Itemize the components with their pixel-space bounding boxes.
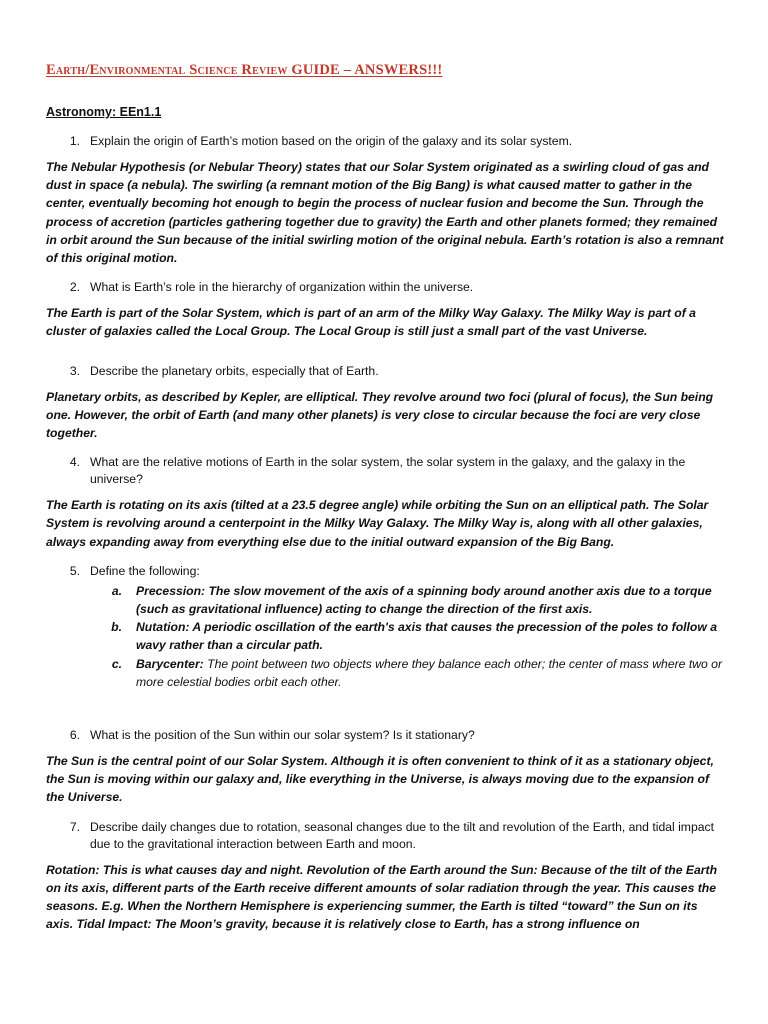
question-number: 1. bbox=[69, 134, 80, 148]
definition-text: Precession: The slow movement of the axis of a spinning body around another axis due to a torque (such as gravitational influence) acting to change the direction of the first axis. bbox=[136, 583, 712, 617]
definition-body: The point between two objects where they balance each other; the center of mass where two or more celestial bodies orbit each other. bbox=[136, 656, 723, 689]
question-number: 6. bbox=[69, 728, 80, 743]
answer-7: Rotation: This is what causes day and night. Revolution of the Earth around the Sun: Because of the tilt of the Earth on its axis, different parts of the Earth receive different amounts of solar radiation through the year. This causes the seasons. E.g. When the Northern Hemisphere is experiencing summer, the Earth is tilted “toward” the Sun on its axis. Tidal Impact: The Moon’s gravity, because it is relatively close to Earth, has a strong influence on bbox=[46, 862, 718, 932]
definition-letter: c. bbox=[111, 656, 122, 671]
question-text: What are the relative motions of Earth in the solar system, the solar system in the galaxy, and the galaxy in the universe? bbox=[90, 455, 686, 487]
question-3 bbox=[46, 363, 724, 380]
definition-item-precession bbox=[46, 582, 724, 618]
question-6 bbox=[46, 727, 724, 744]
question-text: Describe daily changes due to rotation, seasonal changes due to the tilt and revolution of the Earth, and tidal impact due to the gravitational interaction between Earth and moon. bbox=[90, 819, 714, 851]
section-heading: Astronomy: EEn1.1 bbox=[46, 105, 162, 119]
document-title bbox=[46, 62, 724, 79]
question-text: Define the following: bbox=[90, 563, 200, 578]
answer-3: Planetary orbits, as described by Kepler, are elliptical. They revolve around two foci (plural of focus), the Sun being one. However, the orbit of Earth (and many other planets) is very close to circular because the foci are very close together. bbox=[46, 389, 714, 441]
title-part-1: Earth/Environmental Science Review bbox=[46, 62, 288, 78]
answer-1: The Nebular Hypothesis (or Nebular Theory) states that our Solar System originated as a swirling cloud of gas and dust in space (a nebula). The swirling (a remnant motion of the Big Bang) is what caused matter to gather in the center, eventually becoming hot enough to begin the process of nuclear fusion and become the Sun. Through the process of accretion (particles gathering together due to gravity) the Earth and other planets formed; they remained in orbit around the Sun because of the initial swirling motion of the original nebula. Earth’s rotation is also a remnant of this original motion. bbox=[46, 160, 724, 266]
question-7 bbox=[46, 819, 724, 853]
definition-text: Nutation: A periodic oscillation of the earth's axis that causes the precession of the poles to follow a wavy rather than a circular path. bbox=[136, 620, 718, 653]
question-number: 3. bbox=[69, 363, 80, 378]
question-text: Explain the origin of Earth’s motion based on the origin of the galaxy and its solar system. bbox=[90, 134, 573, 148]
question-2 bbox=[46, 279, 724, 296]
definition-text bbox=[136, 655, 724, 691]
answer-2: The Earth is part of the Solar System, which is part of an arm of the Milky Way Galaxy. The Milky Way is part of a cluster of galaxies called the Local Group. The Local Group is still just a small part of the vast Universe. bbox=[46, 306, 696, 339]
question-text: What is the position of the Sun within our solar system? Is it stationary? bbox=[90, 728, 475, 743]
title-part-2: GUIDE – ANSWERS!!! bbox=[291, 62, 443, 78]
answer-4: The Earth is rotating on its axis (tilted at a 23.5 degree angle) while orbiting the Sun on an elliptical path. The Solar System is revolving around a centerpoint in the Milky Way Galaxy. The Milky Way is, along with all other galaxies, always expanding away from everything else due to the initial outward expansion of the Big Bang. bbox=[46, 498, 709, 549]
answer-6: The Sun is the central point of our Solar System. Although it is often convenient to think of it as a stationary object, the Sun is moving within our galaxy and, like everything in the Universe, is always moving due to the expansion of the Universe. bbox=[46, 754, 714, 805]
question-text: Describe the planetary orbits, especially that of Earth. bbox=[90, 363, 379, 378]
definition-letter: a. bbox=[111, 583, 122, 598]
spacer bbox=[46, 691, 724, 727]
definition-letter: b. bbox=[111, 620, 122, 635]
definition-term: Barycenter: bbox=[136, 656, 204, 671]
question-number: 5. bbox=[69, 563, 80, 578]
question-text: What is Earth’s role in the hierarchy of organization within the universe. bbox=[90, 280, 474, 295]
question-number: 2. bbox=[69, 280, 80, 295]
question-5 bbox=[46, 563, 724, 580]
definition-list bbox=[46, 582, 724, 691]
question-4 bbox=[46, 454, 724, 488]
definition-item-barycenter bbox=[46, 655, 724, 691]
question-1 bbox=[46, 133, 724, 150]
definition-item-nutation bbox=[46, 618, 724, 654]
question-number: 4. bbox=[69, 455, 80, 470]
question-number: 7. bbox=[69, 819, 80, 834]
